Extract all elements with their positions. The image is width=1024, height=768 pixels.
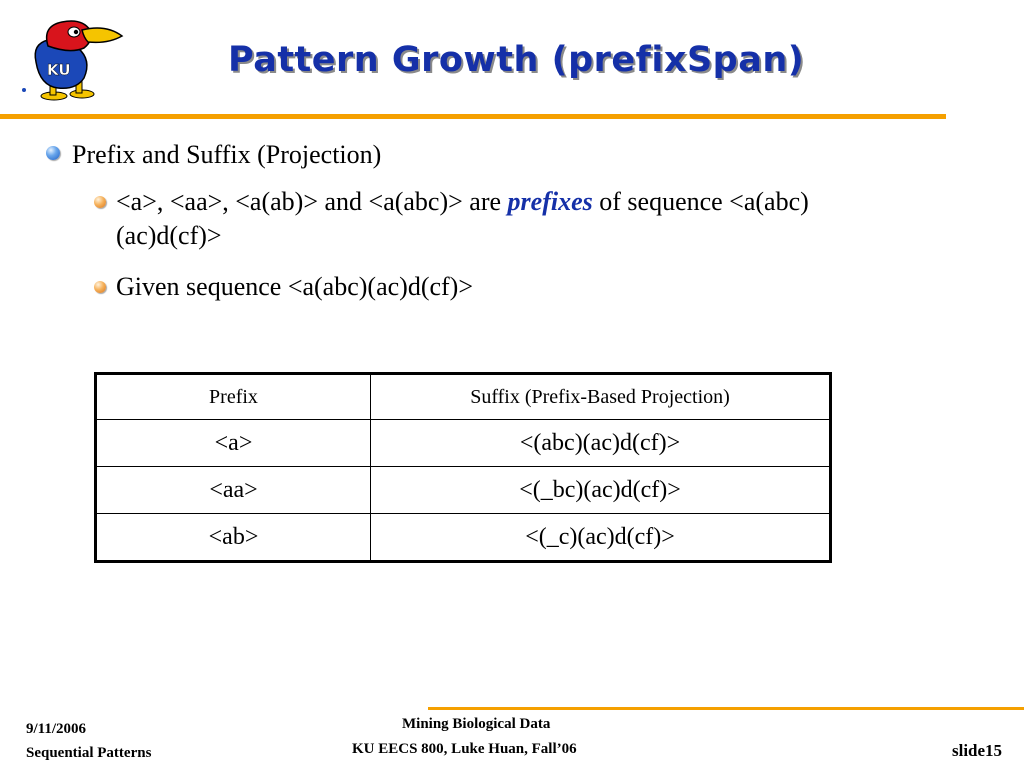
table-header-row (96, 374, 831, 420)
bullet-text (116, 185, 894, 253)
table-row (96, 467, 831, 514)
blue-bullet-icon (46, 146, 60, 160)
footer-topic: Sequential Patterns (26, 745, 152, 761)
title-divider (0, 114, 946, 119)
orange-bullet-icon (94, 281, 106, 293)
projection-table (94, 372, 832, 563)
footer-divider (428, 707, 1024, 710)
svg-text:KU: KU (47, 61, 71, 79)
bullet-text: Given sequence <a(abc)(ac)d(cf)> (116, 272, 473, 301)
footer-course-title: Mining Biological Data (402, 716, 551, 732)
slide-number: slide15 (952, 741, 1003, 760)
bullet-prefixes (94, 185, 894, 253)
bullet-prefix-suffix (46, 140, 381, 170)
prefix-cell: <a> (96, 420, 371, 467)
footer-date: 9/11/2006 (26, 721, 87, 737)
column-header-suffix: Suffix (Prefix-Based Projection) (371, 374, 831, 420)
prefixes-emphasis: prefixes (507, 187, 593, 216)
jayhawk-mascot-icon (18, 14, 128, 102)
prefix-cell: <ab> (96, 514, 371, 562)
bullet-given-sequence (94, 270, 473, 304)
prefixes-tail-text: of sequence <a(abc)(ac)d(cf)> (116, 187, 809, 250)
table-row (96, 420, 831, 467)
slide-title: Pattern Growth (prefixSpan) (228, 40, 805, 80)
table-row (96, 514, 831, 562)
footer-course-info: KU EECS 800, Luke Huan, Fall’06 (352, 741, 577, 757)
orange-bullet-icon (94, 196, 106, 208)
column-header-prefix: Prefix (96, 374, 371, 420)
bullet-text: Prefix and Suffix (Projection) (72, 140, 382, 169)
prefix-cell: <aa> (96, 467, 371, 514)
prefixes-lead-text: <a>, <aa>, <a(ab)> and <a(abc)> are (116, 187, 508, 216)
suffix-cell: <(_bc)(ac)d(cf)> (371, 467, 831, 514)
suffix-cell: <(_c)(ac)d(cf)> (371, 514, 831, 562)
suffix-cell: <(abc)(ac)d(cf)> (371, 420, 831, 467)
